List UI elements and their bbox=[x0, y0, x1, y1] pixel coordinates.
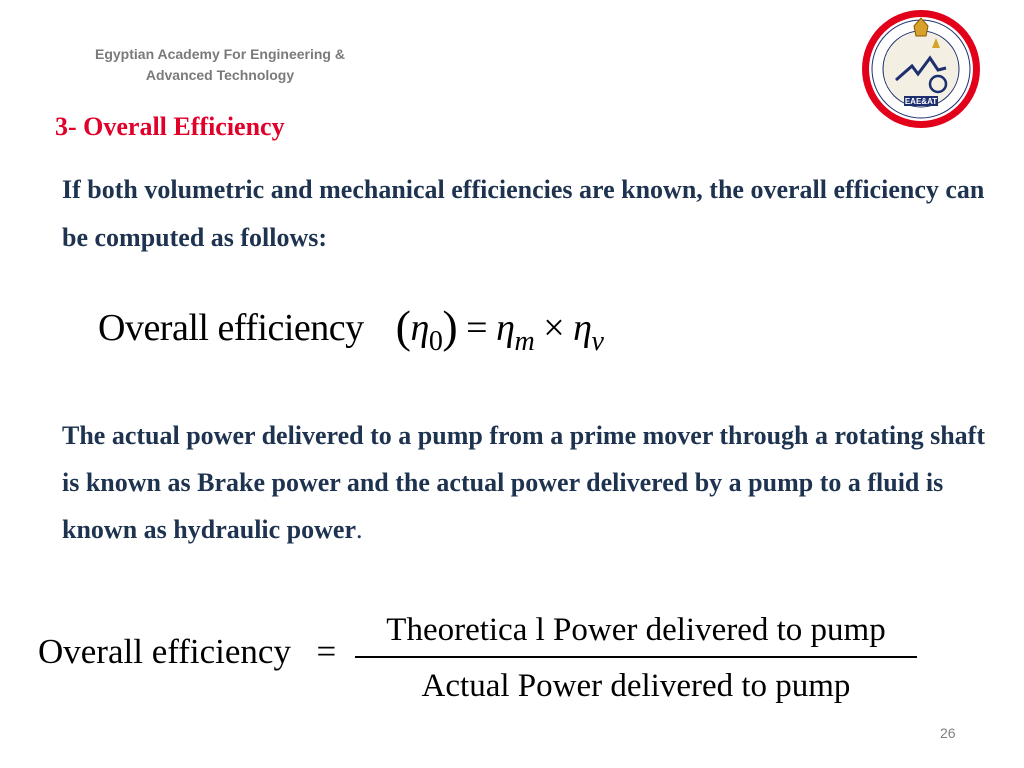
institution-name-line1: Egyptian Academy For Engineering & bbox=[95, 46, 345, 62]
overall-efficiency-product-equation bbox=[98, 300, 604, 357]
fraction-bar bbox=[355, 656, 917, 658]
subscript-zero: 0 bbox=[428, 326, 443, 357]
subscript-m: m bbox=[514, 326, 535, 357]
fraction-numerator: Theoretica l Power delivered to pump bbox=[386, 612, 886, 648]
efficiency-fraction bbox=[355, 608, 917, 708]
equation-label: Overall efficiency bbox=[38, 632, 291, 671]
close-paren: ) bbox=[442, 301, 458, 352]
open-paren: ( bbox=[395, 301, 411, 352]
logo-text: EAE&AT bbox=[904, 97, 938, 106]
eta-symbol: η bbox=[496, 307, 515, 349]
fraction-denominator: Actual Power delivered to pump bbox=[421, 668, 851, 704]
overall-efficiency-ratio-label bbox=[38, 632, 336, 672]
intro-paragraph: If both volumetric and mechanical efficiencies are known, the overall efficiency can be computed as follows: bbox=[62, 175, 985, 252]
academy-logo bbox=[860, 8, 982, 130]
subscript-v: v bbox=[591, 326, 604, 357]
page-number: 26 bbox=[940, 725, 956, 741]
equals-sign: = bbox=[316, 632, 337, 671]
power-definition-period: . bbox=[356, 515, 363, 544]
institution-header bbox=[60, 44, 380, 86]
eta-symbol: η bbox=[410, 307, 429, 349]
equals-sign: = bbox=[466, 307, 488, 349]
power-definition-text: The actual power delivered to a pump from a prime mover through a rotating shaft is known as Brake power and the actual power delivered by a pump to a fluid is known as hydraulic power bbox=[62, 421, 985, 544]
equation-label: Overall efficiency bbox=[98, 307, 364, 349]
times-sign: × bbox=[543, 307, 565, 349]
institution-name-line2: Advanced Technology bbox=[145, 67, 295, 83]
eta-symbol: η bbox=[573, 307, 592, 349]
section-title: 3- Overall Efficiency bbox=[55, 112, 285, 141]
power-definition-paragraph bbox=[62, 412, 992, 553]
